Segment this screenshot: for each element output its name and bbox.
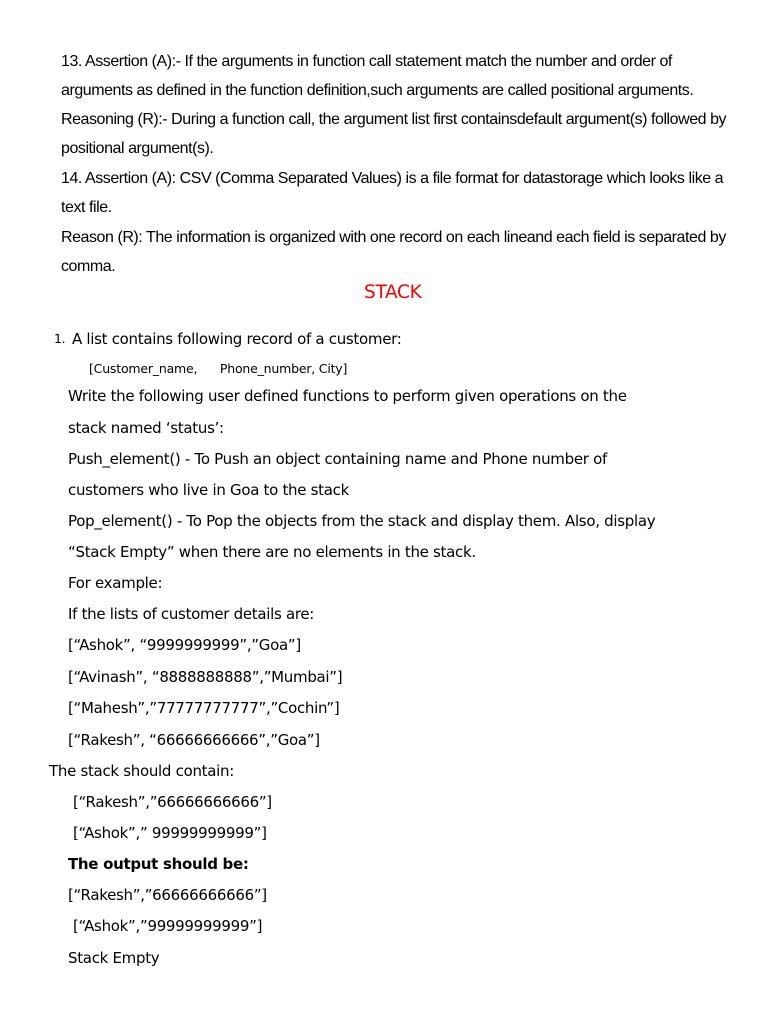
push-element-line-2: customers who live in Goa to the stack — [68, 481, 349, 499]
customer-record: [“Avinash”, “8888888888”,”Mumbai”] — [68, 668, 343, 686]
if-lists-label: If the lists of customer details are: — [68, 605, 315, 623]
q13-reasoning-line-2: positional argument(s). — [61, 140, 214, 157]
question-number: 1. — [54, 331, 66, 346]
output-heading: The output should be: — [68, 855, 249, 873]
customer-record: [“Ashok”, “9999999999”,”Goa”] — [68, 636, 301, 654]
push-element-line-1: Push_element() - To Push an object containing name and Phone number of — [68, 450, 607, 468]
stack-content-item: [“Ashok”,” 99999999999”] — [73, 824, 267, 842]
q14-reason-line-1: Reason (R): The information is organized with one record on each lineand each field is separated by — [61, 229, 726, 246]
q14-assertion-line-1: 14. Assertion (A): CSV (Comma Separated Values) is a file format for datastorage which looks like a — [61, 170, 724, 187]
question-intro: A list contains following record of a customer: — [72, 330, 402, 348]
for-example-label: For example: — [68, 574, 163, 592]
section-heading-stack: STACK — [364, 282, 422, 303]
record-format: [Customer_name, Phone_number, City] — [89, 361, 348, 376]
output-line-stack-empty: Stack Empty — [68, 949, 160, 967]
task-line-1: Write the following user defined functions to perform given operations on the — [68, 387, 627, 405]
pop-element-line-1: Pop_element() - To Pop the objects from the stack and display them. Also, display — [68, 512, 656, 530]
stack-content-item: [“Rakesh”,”66666666666”] — [73, 793, 272, 811]
q13-assertion-line-1: 13. Assertion (A):- If the arguments in function call statement match the number and order of — [61, 53, 672, 70]
q14-reason-line-2: comma. — [61, 258, 116, 275]
q13-assertion-line-2: arguments as defined in the function definition,such arguments are called positional arguments. — [61, 82, 694, 99]
output-line: [“Rakesh”,”66666666666”] — [68, 886, 267, 904]
task-line-2: stack named ‘status’: — [68, 419, 224, 437]
q14-assertion-line-2: text file. — [61, 199, 112, 216]
stack-should-contain-label: The stack should contain: — [49, 762, 234, 780]
output-line: [“Ashok”,”99999999999”] — [73, 917, 263, 935]
q13-reasoning-line-1: Reasoning (R):- During a function call, the argument list first containsdefault argument(s) followed by — [61, 111, 727, 128]
customer-record: [“Mahesh”,”77777777777”,”Cochin”] — [68, 699, 340, 717]
customer-record: [“Rakesh”, “66666666666”,”Goa”] — [68, 731, 320, 749]
pop-element-line-2: “Stack Empty” when there are no elements in the stack. — [68, 543, 476, 561]
